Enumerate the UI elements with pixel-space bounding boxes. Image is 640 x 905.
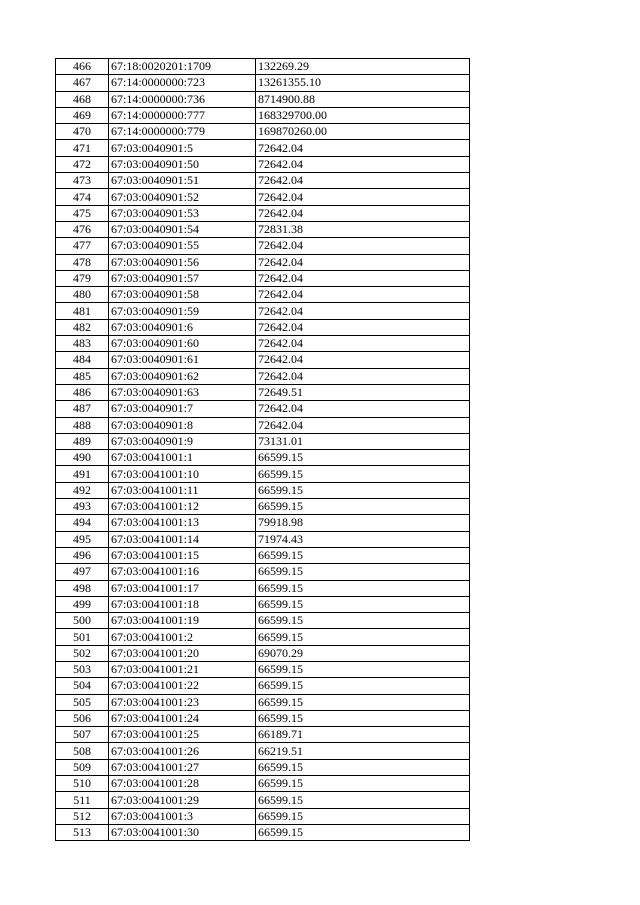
table-row xyxy=(56,303,470,319)
row-number-cell: 499 xyxy=(56,596,109,612)
table-row xyxy=(56,287,470,303)
cadastral-number-cell: 67:03:0040901:55 xyxy=(109,238,256,254)
cadastral-number-cell: 67:03:0041001:14 xyxy=(109,531,256,547)
cadastral-number-cell: 67:03:0041001:16 xyxy=(109,564,256,580)
table-row xyxy=(56,727,470,743)
cadastral-value-cell: 66219.51 xyxy=(256,743,470,759)
cadastral-value-cell: 8714900.88 xyxy=(256,91,470,107)
cadastral-number-cell: 67:03:0040901:56 xyxy=(109,254,256,270)
cadastral-value-cell: 66599.15 xyxy=(256,661,470,677)
cadastral-value-cell: 66599.15 xyxy=(256,547,470,563)
row-number-cell: 494 xyxy=(56,515,109,531)
cadastral-number-cell: 67:03:0041001:26 xyxy=(109,743,256,759)
row-number-cell: 474 xyxy=(56,189,109,205)
row-number-cell: 509 xyxy=(56,759,109,775)
cadastral-value-cell: 79918.98 xyxy=(256,515,470,531)
cadastral-value-cell: 72831.38 xyxy=(256,221,470,237)
table-row xyxy=(56,221,470,237)
row-number-cell: 493 xyxy=(56,499,109,515)
row-number-cell: 483 xyxy=(56,336,109,352)
cadastral-number-cell: 67:03:0041001:12 xyxy=(109,499,256,515)
table-row xyxy=(56,482,470,498)
table-row xyxy=(56,792,470,808)
table-row xyxy=(56,824,470,840)
cadastral-value-cell: 73131.01 xyxy=(256,433,470,449)
cadastral-number-cell: 67:03:0041001:15 xyxy=(109,547,256,563)
table-row xyxy=(56,743,470,759)
table-row xyxy=(56,384,470,400)
table-row xyxy=(56,678,470,694)
cadastral-number-cell: 67:03:0041001:22 xyxy=(109,678,256,694)
table-row xyxy=(56,140,470,156)
table-row xyxy=(56,319,470,335)
cadastral-number-cell: 67:03:0040901:57 xyxy=(109,270,256,286)
row-number-cell: 498 xyxy=(56,580,109,596)
cadastral-value-cell: 72642.04 xyxy=(256,303,470,319)
row-number-cell: 490 xyxy=(56,450,109,466)
table-row xyxy=(56,254,470,270)
cadastral-number-cell: 67:03:0041001:3 xyxy=(109,808,256,824)
cadastral-value-cell: 72642.04 xyxy=(256,352,470,368)
cadastral-value-cell: 66599.15 xyxy=(256,482,470,498)
row-number-cell: 485 xyxy=(56,368,109,384)
row-number-cell: 488 xyxy=(56,417,109,433)
table-row xyxy=(56,450,470,466)
table-row xyxy=(56,596,470,612)
table-row xyxy=(56,91,470,107)
cadastral-number-cell: 67:03:0040901:59 xyxy=(109,303,256,319)
cadastral-value-cell: 66599.15 xyxy=(256,450,470,466)
table-row xyxy=(56,515,470,531)
cadastral-value-cell: 72642.04 xyxy=(256,205,470,221)
cadastral-value-cell: 66599.15 xyxy=(256,694,470,710)
row-number-cell: 476 xyxy=(56,221,109,237)
cadastral-value-cell: 66599.15 xyxy=(256,580,470,596)
cadastral-value-cell: 66599.15 xyxy=(256,824,470,840)
cadastral-number-cell: 67:03:0040901:60 xyxy=(109,336,256,352)
cadastral-value-cell: 72642.04 xyxy=(256,336,470,352)
cadastral-number-cell: 67:14:0000000:779 xyxy=(109,124,256,140)
cadastral-number-cell: 67:03:0040901:62 xyxy=(109,368,256,384)
cadastral-number-cell: 67:03:0041001:1 xyxy=(109,450,256,466)
table-row xyxy=(56,352,470,368)
cadastral-value-cell: 169870260.00 xyxy=(256,124,470,140)
cadastral-value-cell: 66599.15 xyxy=(256,629,470,645)
row-number-cell: 482 xyxy=(56,319,109,335)
cadastral-number-cell: 67:03:0040901:63 xyxy=(109,384,256,400)
row-number-cell: 507 xyxy=(56,727,109,743)
table-row xyxy=(56,270,470,286)
cadastral-value-cell: 66599.15 xyxy=(256,776,470,792)
row-number-cell: 512 xyxy=(56,808,109,824)
cadastral-number-cell: 67:03:0040901:53 xyxy=(109,205,256,221)
cadastral-number-cell: 67:03:0040901:50 xyxy=(109,156,256,172)
table-row xyxy=(56,156,470,172)
table-row xyxy=(56,710,470,726)
cadastral-value-cell: 72642.04 xyxy=(256,287,470,303)
row-number-cell: 481 xyxy=(56,303,109,319)
table-row xyxy=(56,808,470,824)
cadastral-number-cell: 67:03:0041001:11 xyxy=(109,482,256,498)
row-number-cell: 477 xyxy=(56,238,109,254)
table-row xyxy=(56,173,470,189)
table-row xyxy=(56,759,470,775)
table-row xyxy=(56,694,470,710)
cadastral-value-cell: 132269.29 xyxy=(256,59,470,75)
row-number-cell: 470 xyxy=(56,124,109,140)
table-row xyxy=(56,189,470,205)
cadastral-number-cell: 67:03:0041001:23 xyxy=(109,694,256,710)
cadastral-value-cell: 72642.04 xyxy=(256,156,470,172)
row-number-cell: 471 xyxy=(56,140,109,156)
cadastral-value-cell: 168329700.00 xyxy=(256,107,470,123)
cadastral-value-cell: 72642.04 xyxy=(256,189,470,205)
cadastral-number-cell: 67:03:0040901:58 xyxy=(109,287,256,303)
cadastral-number-cell: 67:03:0040901:5 xyxy=(109,140,256,156)
cadastral-number-cell: 67:14:0000000:736 xyxy=(109,91,256,107)
row-number-cell: 473 xyxy=(56,173,109,189)
row-number-cell: 510 xyxy=(56,776,109,792)
table-row xyxy=(56,661,470,677)
table-row xyxy=(56,433,470,449)
table-row xyxy=(56,776,470,792)
row-number-cell: 503 xyxy=(56,661,109,677)
row-number-cell: 502 xyxy=(56,645,109,661)
row-number-cell: 489 xyxy=(56,433,109,449)
row-number-cell: 467 xyxy=(56,75,109,91)
cadastral-value-cell: 72642.04 xyxy=(256,401,470,417)
cadastral-value-cell: 13261355.10 xyxy=(256,75,470,91)
cadastral-number-cell: 67:03:0041001:20 xyxy=(109,645,256,661)
row-number-cell: 469 xyxy=(56,107,109,123)
cadastral-value-cell: 66599.15 xyxy=(256,466,470,482)
table-row xyxy=(56,613,470,629)
row-number-cell: 513 xyxy=(56,824,109,840)
cadastral-value-cell: 72642.04 xyxy=(256,417,470,433)
cadastral-number-cell: 67:03:0040901:51 xyxy=(109,173,256,189)
table-row xyxy=(56,59,470,75)
table-row xyxy=(56,75,470,91)
row-number-cell: 466 xyxy=(56,59,109,75)
cadastral-value-cell: 66599.15 xyxy=(256,596,470,612)
cadastral-number-cell: 67:18:0020201:1709 xyxy=(109,59,256,75)
table-row xyxy=(56,417,470,433)
table-row xyxy=(56,107,470,123)
row-number-cell: 486 xyxy=(56,384,109,400)
row-number-cell: 500 xyxy=(56,613,109,629)
cadastral-number-cell: 67:03:0041001:10 xyxy=(109,466,256,482)
table-row xyxy=(56,499,470,515)
table-row xyxy=(56,238,470,254)
table-row xyxy=(56,205,470,221)
cadastral-number-cell: 67:03:0040901:52 xyxy=(109,189,256,205)
cadastral-number-cell: 67:14:0000000:777 xyxy=(109,107,256,123)
table-row xyxy=(56,547,470,563)
table-row xyxy=(56,466,470,482)
cadastral-number-cell: 67:03:0041001:30 xyxy=(109,824,256,840)
cadastral-number-cell: 67:03:0041001:25 xyxy=(109,727,256,743)
cadastral-value-cell: 66599.15 xyxy=(256,710,470,726)
row-number-cell: 492 xyxy=(56,482,109,498)
row-number-cell: 496 xyxy=(56,547,109,563)
cadastral-number-cell: 67:03:0041001:19 xyxy=(109,613,256,629)
table-body xyxy=(56,59,470,841)
table-row xyxy=(56,401,470,417)
cadastral-number-cell: 67:03:0041001:21 xyxy=(109,661,256,677)
cadastral-number-cell: 67:03:0040901:9 xyxy=(109,433,256,449)
row-number-cell: 487 xyxy=(56,401,109,417)
table-row xyxy=(56,336,470,352)
table-row xyxy=(56,564,470,580)
table-row xyxy=(56,580,470,596)
cadastral-value-cell: 72642.04 xyxy=(256,238,470,254)
row-number-cell: 468 xyxy=(56,91,109,107)
row-number-cell: 497 xyxy=(56,564,109,580)
row-number-cell: 504 xyxy=(56,678,109,694)
row-number-cell: 478 xyxy=(56,254,109,270)
table-row xyxy=(56,124,470,140)
row-number-cell: 472 xyxy=(56,156,109,172)
cadastral-number-cell: 67:03:0041001:13 xyxy=(109,515,256,531)
cadastral-value-cell: 72649.51 xyxy=(256,384,470,400)
cadastral-value-cell: 66599.15 xyxy=(256,759,470,775)
cadastral-number-cell: 67:03:0040901:6 xyxy=(109,319,256,335)
cadastral-value-cell: 66599.15 xyxy=(256,808,470,824)
row-number-cell: 505 xyxy=(56,694,109,710)
row-number-cell: 484 xyxy=(56,352,109,368)
cadastral-value-cell: 72642.04 xyxy=(256,319,470,335)
cadastral-number-cell: 67:14:0000000:723 xyxy=(109,75,256,91)
cadastral-value-cell: 66599.15 xyxy=(256,499,470,515)
cadastral-value-cell: 72642.04 xyxy=(256,140,470,156)
cadastral-value-cell: 72642.04 xyxy=(256,368,470,384)
table-row xyxy=(56,368,470,384)
cadastral-value-cell: 69070.29 xyxy=(256,645,470,661)
row-number-cell: 495 xyxy=(56,531,109,547)
cadastral-number-cell: 67:03:0040901:61 xyxy=(109,352,256,368)
cadastral-number-cell: 67:03:0040901:7 xyxy=(109,401,256,417)
cadastral-number-cell: 67:03:0040901:54 xyxy=(109,221,256,237)
row-number-cell: 508 xyxy=(56,743,109,759)
cadastral-value-cell: 66599.15 xyxy=(256,613,470,629)
cadastral-value-cell: 66599.15 xyxy=(256,792,470,808)
cadastral-number-cell: 67:03:0041001:18 xyxy=(109,596,256,612)
row-number-cell: 491 xyxy=(56,466,109,482)
row-number-cell: 475 xyxy=(56,205,109,221)
cadastral-number-cell: 67:03:0041001:29 xyxy=(109,792,256,808)
cadastral-number-cell: 67:03:0041001:24 xyxy=(109,710,256,726)
cadastral-value-table xyxy=(55,58,470,841)
cadastral-number-cell: 67:03:0041001:27 xyxy=(109,759,256,775)
row-number-cell: 480 xyxy=(56,287,109,303)
cadastral-number-cell: 67:03:0041001:28 xyxy=(109,776,256,792)
cadastral-number-cell: 67:03:0041001:2 xyxy=(109,629,256,645)
cadastral-number-cell: 67:03:0041001:17 xyxy=(109,580,256,596)
row-number-cell: 511 xyxy=(56,792,109,808)
cadastral-value-cell: 72642.04 xyxy=(256,270,470,286)
cadastral-value-cell: 66189.71 xyxy=(256,727,470,743)
cadastral-value-cell: 72642.04 xyxy=(256,173,470,189)
row-number-cell: 506 xyxy=(56,710,109,726)
table-row xyxy=(56,531,470,547)
cadastral-value-cell: 66599.15 xyxy=(256,564,470,580)
cadastral-value-cell: 72642.04 xyxy=(256,254,470,270)
table-row xyxy=(56,629,470,645)
table-row xyxy=(56,645,470,661)
row-number-cell: 479 xyxy=(56,270,109,286)
cadastral-value-cell: 66599.15 xyxy=(256,678,470,694)
cadastral-value-cell: 71974.43 xyxy=(256,531,470,547)
row-number-cell: 501 xyxy=(56,629,109,645)
cadastral-number-cell: 67:03:0040901:8 xyxy=(109,417,256,433)
